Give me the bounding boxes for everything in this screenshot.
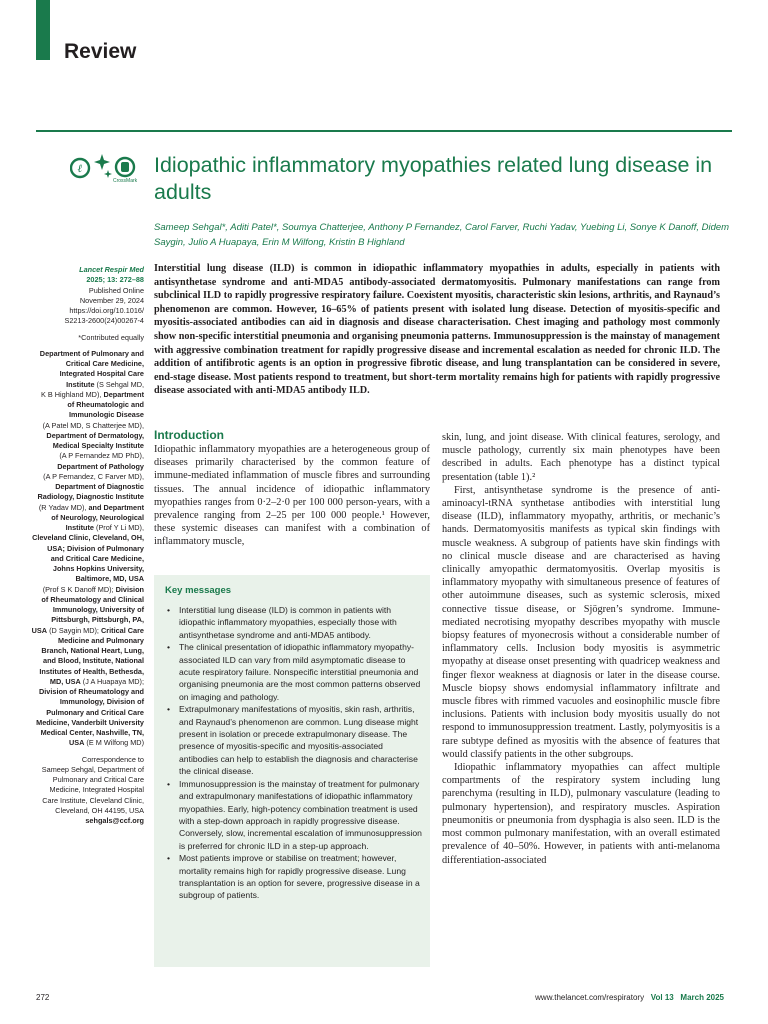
article-sidebar — [20, 265, 144, 826]
affiliation-line: USA; Division of Pulmonary — [47, 543, 144, 553]
correspondence-line: Correspondence to — [81, 754, 144, 764]
affiliation-line: (A Patel MD, S Chatterjee MD), — [42, 420, 144, 430]
affiliation-line: Department of Pulmonary and — [39, 348, 144, 358]
published-label: Published Online — [88, 285, 144, 295]
affiliation-line: Branch, National Heart, Lung, — [41, 646, 144, 655]
article-title: Idiopathic inflammatory myopathies related lung disease in adults — [154, 153, 713, 204]
correspondence — [20, 755, 144, 817]
header-accent-bar — [36, 0, 50, 60]
article-icons — [70, 150, 146, 190]
correspondence-email[interactable]: sehgals@ccf.org — [85, 816, 144, 825]
doi-link[interactable] — [20, 306, 144, 327]
key-message-item: • The clinical presentation of idiopathic inflammatory myopathy-associated ILD can vary from mild asymptomatic disease to acute respiratory failure. Nonspecific interstitial pneumonia and organising pneumonia are the most common patterns observed on imaging and pathology. — [165, 641, 423, 703]
affiliation-line: Institute (Prof Y Li MD), — [65, 523, 144, 532]
intro-paragraph: Idiopathic inflammatory myopathies are a heterogeneous group of diseases primarily characterised by the common feature of immune-mediated inflammation of muscle fibres and surrounding tissues. The annual incidence of idiopathic inflammatory myopathies ranges from 0·2–2·0 per 100 000 person-years, with a prevalence ranging from 2–25 per 100 000 people.¹ However, these systemic diseases can manifest with a combination of inflammatory muscle, — [154, 444, 430, 548]
affiliation-line: and Blood, Institute, National — [43, 656, 144, 666]
affiliation-line: USA (D Saygin MD); Critical Care — [31, 625, 144, 635]
affiliation-line: of Rheumatology and Clinical — [41, 594, 144, 604]
correspondence-line: Sameep Sehgal, Department of — [41, 764, 144, 774]
key-messages-panel — [154, 575, 430, 967]
affiliation-line: and Critical Care Medicine, — [50, 553, 144, 563]
affiliation-line: Institutes of Health, Bethesda, — [39, 666, 144, 676]
affiliation-line: Medicine, Vanderbilt University — [36, 717, 144, 727]
published-date: November 29, 2024 — [79, 295, 144, 305]
body-paragraph: Idiopathic inflammatory myopathies can affect multiple compartments of the respiratory system including lung parenchyma (resulting in ILD), pulmonary vasculature (leading to pulmonary hypertension), and respiratory muscles. Aspiration pneumonitis or pneumonia from dysphagia is also seen. ILD is the most common pulmonary manifestation, with an overall estimated prevalence of 40–50%. However, in patients with anti-melanoma differentiation-associated — [442, 762, 720, 866]
affiliation-line: Immunology, Division of — [59, 697, 144, 707]
affiliation-line: MD, USA (J A Huapaya MD); — [49, 676, 144, 686]
affiliation-line: Division of Rheumatology and — [39, 687, 144, 696]
body-column-left — [154, 428, 430, 549]
affiliation-line: Pulmonary and Critical Care — [46, 707, 144, 717]
body-paragraph: skin, lung, and joint disease. With clinical features, serology, and muscle pathology, currently six main phenotypes have been described in adults. Each phenotype has a distinct typical presentation (table 1).² — [442, 432, 720, 483]
key-message-item: • Interstitial lung disease (ILD) is common in patients with idiopathic inflammatory myopathies, especially those with antisynthetase syndrome and anti-MDA5 antibody. — [165, 604, 423, 641]
issue-month: March 2025 — [680, 993, 724, 1002]
affiliation-line: Medical Specialty Institute — [52, 441, 144, 450]
affiliation-line: (A P Fernandez, C Farver MD), — [43, 471, 144, 481]
header-rule — [36, 130, 732, 132]
body-column-right — [442, 431, 720, 867]
affiliation-line: Critical Care Medicine, — [65, 359, 144, 368]
key-message-item: • Most patients improve or stabilise on treatment; however, mortality remains high for rapidly progressive disease. Lung transplantation is an option for severe, progressive disease in a subgroup of patients. — [165, 852, 423, 902]
affiliation-line: Integrated Hospital Care — [59, 369, 144, 379]
affiliation-line: Department of Pathology — [57, 461, 144, 471]
affiliation-line: Radiology, Diagnostic Institute — [37, 492, 144, 502]
journal-name: Lancet Respir Med — [79, 265, 144, 274]
key-messages-heading: Key messages — [165, 585, 232, 596]
affiliation-line: Department of Dermatology, — [46, 430, 144, 440]
affiliation-line: (Prof S K Danoff MD); Division — [42, 584, 144, 594]
doi-line-1[interactable]: https://doi.org/10.1016/ — [69, 306, 144, 315]
correspondence-line: Care Institute, Cleveland Clinic, — [42, 795, 144, 805]
doi-line-2[interactable]: S2213-2600(24)00267-4 — [64, 316, 144, 326]
correspondence-line: Pulmonary and Critical Care — [52, 775, 144, 784]
open-access-icon[interactable] — [70, 150, 146, 190]
correspondence-line: Medicine, Integrated Hospital — [49, 785, 144, 795]
sparkle-icon — [94, 154, 112, 178]
abstract: Interstitial lung disease (ILD) is common in idiopathic inflammatory myopathies in adults, especially in patients with antisynthetase syndrome and anti-MDA5 antibody-associated dermatomyositis. Pulmonary manifestations can range from subclinical ILD to rapidly progressive respiratory failure. Coexistent myositis, characteristic skin lesions, arthritis, and Raynaud’s phenomenon are common. However, 16–65% of patients present with isolated lung disease. Detection of myositis-specific and myositis-associated antibodies can aid in diagnosis and disease characterisation. Chest imaging and pathology most commonly show non-specific interstitial pneumonia and organising pneumonia patterns. Immunosuppression is the mainstay of management with aggressive combination treatment for rapidly progressive disease and incremental escalation as needed for chronic ILD. The addition of antifibrotic agents is an option in progressive fibrotic disease, and lung transplantation can be considered in severe, end-stage disease. Most patients respond to treatment, but short-term mortality remains high for patients with rapidly progressive disease associated with anti-MDA5 antibody ILD. — [154, 263, 720, 397]
affiliation-line: (A P Fernandez MD PhD), — [59, 451, 144, 461]
citation: 2025; 13: 272–88 — [86, 275, 144, 285]
affiliation-line: of Neurology, Neurological — [51, 512, 144, 522]
section-label: Review — [64, 40, 137, 63]
crossmark-label: CrossMark — [113, 178, 138, 184]
affiliation-line: Immunology, University of — [52, 605, 144, 614]
introduction-heading: Introduction — [154, 428, 224, 442]
affiliation-line: Medicine and Pulmonary — [58, 635, 144, 645]
affiliation-line: Johns Hopkins University, — [52, 564, 144, 573]
footer-journal-info — [535, 993, 724, 1002]
affiliation-line: Pittsburgh, Pittsburgh, PA, — [51, 615, 144, 625]
affiliation-line: Department of Diagnostic — [55, 482, 144, 491]
volume-label: Vol 13 — [650, 993, 674, 1002]
author-list: Sameep Sehgal*, Aditi Patel*, Soumya Chatterjee, Anthony P Fernandez, Carol Farver, Ruchi Yadav, Yuebing Li, Sonye K Danoff, Didem Saygin, Julio A Huapaya, Erin M Wilfong, Kristin B Highland — [154, 222, 730, 248]
crossmark-icon — [116, 158, 134, 176]
affiliation-line: Immunologic Disease — [68, 410, 144, 420]
affiliations — [20, 349, 144, 749]
affiliation-line: (R Yadav MD), and Department — [38, 502, 144, 512]
affiliation-line: Cleveland Clinic, Cleveland, OH, — [32, 533, 144, 543]
correspondence-line: Cleveland, OH 44195, USA — [55, 805, 144, 815]
svg-text:ℓ: ℓ — [77, 163, 83, 175]
key-message-item: • Immunosuppression is the mainstay of treatment for pulmonary and extrapulmonary manifestations of idiopathic inflammatory myopathies. Early, high-potency combination treatment is used with a step-down approach in rapidly progressive disease. Conversely, slow, incremental escalation of immunosuppression is preferred for chronic ILD in a step-up approach. — [165, 778, 423, 852]
affiliation-line: Medical Center, Nashville, TN, — [40, 728, 144, 737]
key-message-item: • Extrapulmonary manifestations of myositis, skin rash, arthritis, and Raynaud’s phenomenon are common. Lung disease might present in isolation or precede extrapulmonary disease. The presence of myositis-specific and myositis-associated antibodies can help to establish the diagnosis and characterise the clinical disease. — [165, 703, 423, 777]
body-paragraph: First, antisynthetase syndrome is the presence of anti-aminoacyl-tRNA synthetase antibodies with interstitial lung disease (ILD), inflammatory myopathy, arthritis, or mechanic’s hands. Dermatomyositis manifests as typical skin findings with muscle weakness. A subgroup of patients have skin findings with no clinical muscle disease and are characterised as having clinically amyopathic dermatomyositis. Overlap myositis is inflammatory myopathy with simultaneous presence of features of other autoimmune diseases, such as systemic sclerosis, mixed connective tissue disease, or Sjögren’s syndrome. Immune-mediated necrotising myopathy describes myopathy with muscle biopsy features of myonecrosis without a considerable number of inflammatory cells. Inclusion body myositis is asymmetric myopathy at disease onset presenting with quadricep weakness and finger flexor weakness at diagnosis or later in the disease course. Muscle biopsy shows endomysial inflammatory infiltrate and muscle fibres with rimmed vacuoles and eosinophilic muscle fibre inclusions. Patients with inclusion body myositis usually do not respond to immunosuppression treatment. Lastly, polymyositis is a rare subtype defined as myositis with the absence of features that would classify patients in the other subgroups. — [442, 484, 720, 760]
journal-site-link[interactable]: www.thelancet.com/respiratory — [535, 993, 645, 1002]
affiliation-line: of Rheumatologic and — [67, 400, 144, 409]
page-number: 272 — [36, 993, 50, 1002]
affiliation-line: Baltimore, MD, USA — [75, 574, 144, 584]
key-messages-list — [165, 604, 423, 902]
affiliation-line: K B Highland MD), Department — [40, 389, 144, 399]
affiliation-line: Institute (S Sehgal MD, — [66, 379, 144, 389]
affiliation-line: USA (E M Wilfong MD) — [69, 738, 144, 748]
contributed-note: *Contributed equally — [78, 332, 144, 342]
